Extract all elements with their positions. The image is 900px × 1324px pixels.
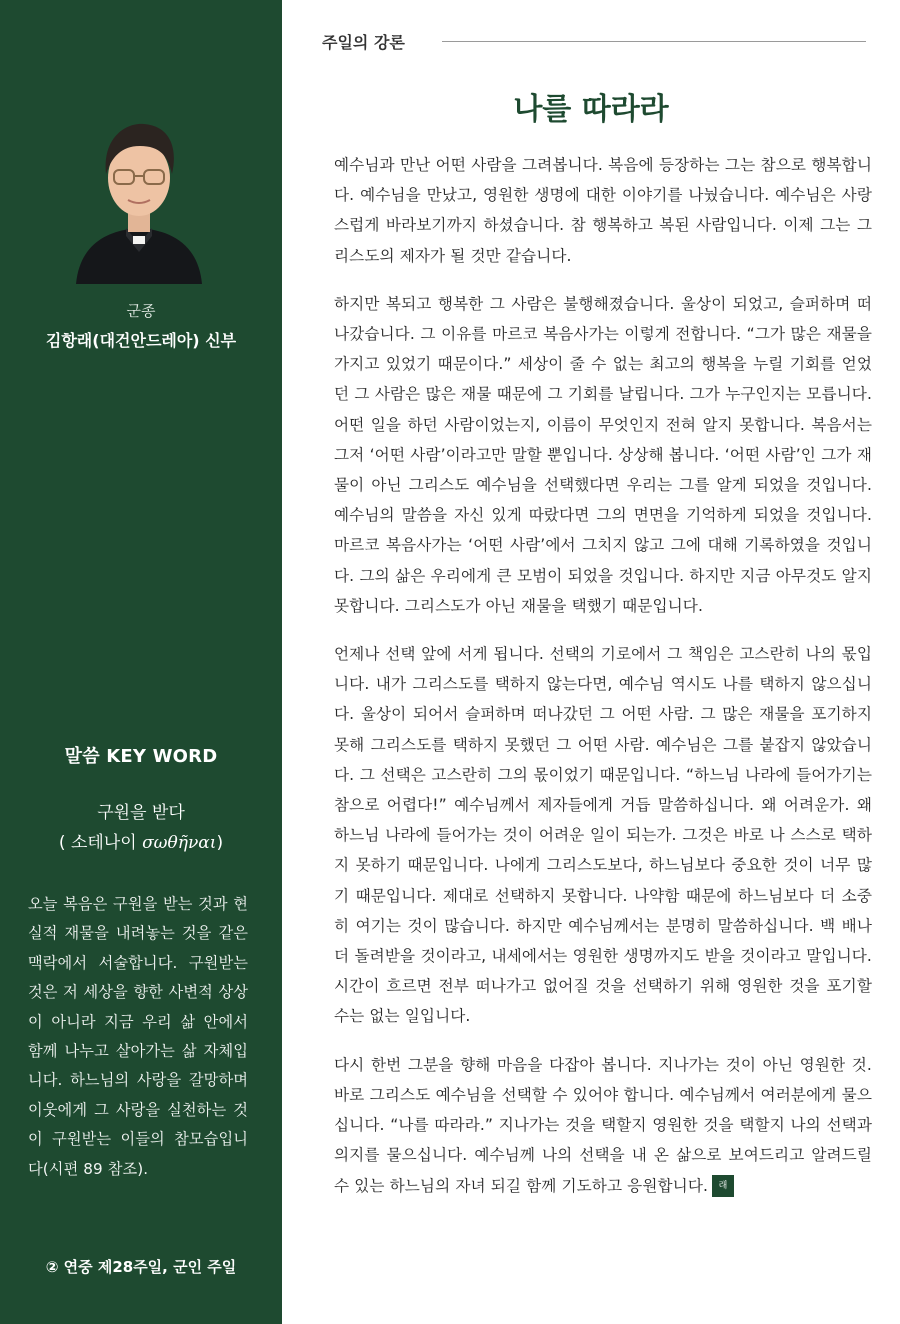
keyword-body: 오늘 복음은 구원을 받는 것과 현실적 재물을 내려놓는 것을 같은 맥락에서 서술합니다. 구원받는 것은 저 세상을 향한 사변적 상상이 아니라 지금 우리 삶 안에서 함께 나누고 살아가는 삶 자체입니다. 하느님의 사랑을 갈망하며 이웃에게 그 사랑을 실천하는 것이 구원받는 이들의 참모습입니다(시편 89 참조). <box>28 895 248 1178</box>
author-role: 군종 <box>126 302 156 320</box>
author-name: 김항래(대건안드레아) 신부 <box>45 331 237 350</box>
liturgical-note: ② 연중 제28주일, 군인 주일 <box>45 1258 237 1276</box>
keyword-greek: σωθῆναι <box>142 833 217 853</box>
keyword-term: 구원을 받다 <box>97 803 185 823</box>
keyword-transliteration: ( 소테나이 <box>58 833 143 853</box>
article-paragraph: 언제나 선택 앞에 서게 됩니다. 선택의 기로에서 그 책임은 고스란히 나의 몫입니다. 내가 그리스도를 택하지 않는다면, 예수님 역시도 나를 택하지 않으십니다. 울상이 되어서 슬퍼하며 떠나갔던 그 어떤 사람. 그 많은 재물을 포기하지 못해 그리스도를 택하지 못했던 그 어떤 사람. 예수님은 그를 붙잡지 않았습니다. 그 선택은 고스란히 그의 몫이었기 때문입니다. “하느님 나라에 들어가기는 참으로 어렵다!” 예수님께서 제자들에게 거듭 말씀하십니다. 왜 어려운가. 왜 하느님 나라에 들어가는 것이 어려운 일이 되는가. 그것은 바로 나 스스로 택하지 못하기 때문입니다. 나에게 그리스도보다, 하느님보다 중요한 것이 너무 많기 때문입니다. 제대로 선택하지 못합니다. 나약함 때문에 하느님보다 더 소중히 여기는 것이 많습니다. 하지만 예수님께서는 분명히 말씀하십니다. 백 배나 더 돌려받을 것이라고, 내세에서는 영원한 생명까지도 받을 것이라고 말입니다. 시간이 흐르면 전부 떠나가고 없어질 것을 선택하기 위해 영원한 것을 포기할 수는 없는 일입니다. <box>334 645 872 1026</box>
article-paragraph: 하지만 복되고 행복한 그 사람은 불행해졌습니다. 울상이 되었고, 슬퍼하며 떠나갔습니다. 그 이유를 마르코 복음사가는 이렇게 전합니다. “그가 많은 재물을 가지고 있었기 때문이다.” 세상이 줄 수 없는 최고의 행복을 누릴 기회를 얻었던 그 사람은 많은 재물 때문에 그 기회를 날립니다. 그가 누구인지는 모릅니다. 어떤 일을 하던 사람이었는지, 이름이 무엇인지 전혀 알지 못합니다. 복음서는 그저 ‘어떤 사람’이라고만 말할 뿐입니다. 상상해 봅니다. ‘어떤 사람’인 그가 재물이 아닌 그리스도 예수님을 선택했다면 우리는 그를 알게 되었을 것입니다. 예수님의 말씀을 자신 있게 따랐다면 그의 면면을 기억하게 되었을 것입니다. 마르코 복음사가는 ‘어떤 사람’에서 그치지 않고 그에 대해 기록하였을 것입니다. 그의 삶은 우리에게 큰 모범이 되었을 것입니다. 하지만 지금 아무것도 알지 못합니다. 그리스도가 아닌 재물을 택했기 때문입니다. <box>334 294 872 615</box>
page-title: 나를 따라라 <box>513 92 669 127</box>
article-paragraph-last <box>334 1050 872 1201</box>
author-portrait <box>70 112 208 284</box>
sidebar <box>0 0 282 1324</box>
article-paragraph: 예수님과 만난 어떤 사람을 그려봅니다. 복음에 등장하는 그는 참으로 행복합니다. 예수님을 만났고, 영원한 생명에 대한 이야기를 나눴습니다. 예수님은 사랑스럽게 바라보기까지 하셨습니다. 참 행복하고 복된 사람입니다. 이제 그는 그리스도의 제자가 될 것만 같습니다. <box>334 156 872 265</box>
keyword-greek-line <box>0 828 282 853</box>
keyword-heading: 말씀 KEY WORD <box>64 746 218 767</box>
header-divider <box>442 41 866 42</box>
article-paragraph-text: 다시 한번 그분을 향해 마음을 다잡아 봅니다. 지나가는 것이 아닌 영원한 것. 바로 그리스도 예수님을 선택할 수 있어야 합니다. 예수님께서 여러분에게 물으십니다. “나를 따라라.” 지나가는 것을 택할지 영원한 것을 택할지 나의 선택과 의지를 물으십니다. 예수님께 나의 선택을 내 온 삶으로 보여드리고 알려드릴 수 있는 하느님의 자녀 되길 함께 기도하고 응원합니다. <box>334 1055 872 1195</box>
main-content <box>282 0 900 1324</box>
seal-stamp-icon: 래 <box>712 1175 734 1197</box>
keyword-close-paren: ) <box>216 833 224 853</box>
section-label: 주일의 강론 <box>322 33 405 52</box>
homily-article <box>334 150 872 1219</box>
